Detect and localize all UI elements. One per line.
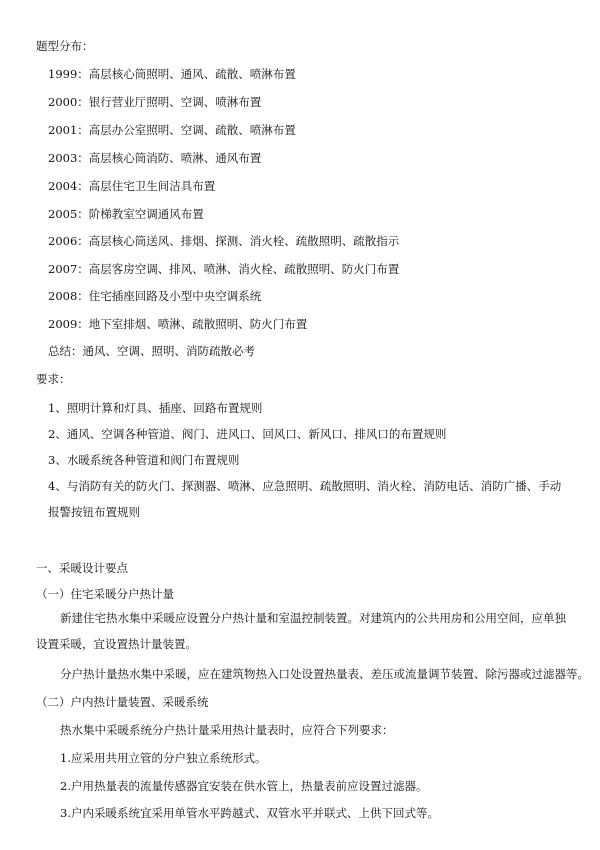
- topic-item: 2007：高层客房空调、排风、喷淋、消火栓、疏散照明、防火门布置: [48, 262, 400, 276]
- body-paragraph: 分户热计量热水集中采暖，应在建筑物热入口处设置热量表、差压或流量调节装置、除污器或过滤器等。: [60, 667, 589, 681]
- subsection-heading: （二）户内热计量装置、采暖系统: [36, 695, 209, 709]
- requirement-item: 2、通风、空调各种管道、阀门、进风口、回风口、新风口、排风口的布置规则: [48, 427, 447, 441]
- section-heading-topics: 题型分布：: [36, 39, 94, 53]
- section-heading-requirements: 要求：: [36, 372, 71, 386]
- topic-item: 2009：地下室排烟、喷淋、疏散照明、防火门布置: [48, 317, 308, 331]
- requirement-item-wrapped: 4、与消防有关的防火门、探测器、喷淋、应急照明、疏散照明、消火栓、消防电话、消防广播、手动报警按钮布置规则: [48, 479, 562, 519]
- body-paragraph: 热水集中采暖系统分户热计量采用热计量表时，应符合下列要求：: [60, 723, 394, 737]
- topic-item: 2005：阶梯教室空调通风布置: [48, 207, 204, 221]
- chapter-heading: 一、采暖设计要点: [36, 561, 128, 575]
- requirement-item: 1、照明计算和灯具、插座、回路布置规则: [48, 401, 263, 415]
- rule-item: 2.户用热量表的流量传感器宜安装在供水管上，热量表前应设置过滤器。: [60, 779, 428, 793]
- topic-item: 2006：高层核心筒送风、排烟、探测、消火栓、疏散照明、疏散指示: [48, 234, 400, 248]
- topic-item: 2001：高层办公室照明、空调、疏散、喷淋布置: [48, 123, 296, 137]
- topic-item: 2000：银行营业厅照明、空调、喷淋布置: [48, 95, 262, 109]
- summary-line: 总结：通风、空调、照明、消防疏散必考: [48, 344, 255, 358]
- subsection-heading: （一）住宅采暖分户热计量: [36, 587, 174, 601]
- topic-item: 2008：住宅插座回路及小型中央空调系统: [48, 289, 262, 303]
- requirement-item: 3、水暖系统各种管道和阀门布置规则: [48, 453, 240, 467]
- rule-item: 3.户内采暖系统宜采用单管水平跨越式、双管水平并联式、上供下回式等。: [60, 806, 439, 820]
- topic-item: 2003：高层核心筒消防、喷淋、通风布置: [48, 151, 262, 165]
- rule-item: 1.应采用共用立管的分户独立系统形式。: [60, 751, 267, 765]
- topic-item: 2004：高层住宅卫生间洁具布置: [48, 179, 216, 193]
- body-paragraph: 新建住宅热水集中采暖应设置分户热计量和室温控制装置。对建筑内的公共用房和公用空间，应单独设置采暖，宜设置热计量装置。: [36, 611, 566, 651]
- topic-item: 1999：高层核心筒照明、通风、疏散、喷淋布置: [48, 67, 296, 81]
